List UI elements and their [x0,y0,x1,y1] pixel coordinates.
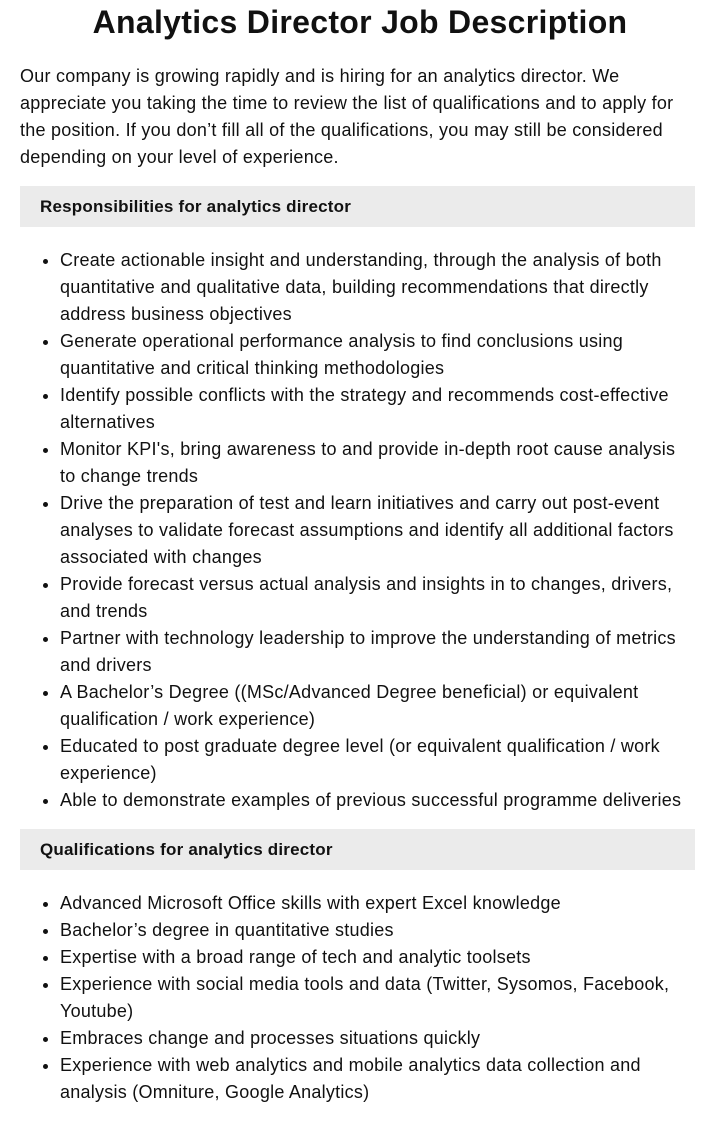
list-item: • Partner with technology leadership to improve the understanding of metrics and drivers [60,625,695,679]
list-item: • Provide forecast versus actual analysis and insights in to changes, drivers, and trends [60,571,695,625]
list-item: • Identify possible conflicts with the strategy and recommends cost-effective alternatives [60,382,695,436]
list-item: • Advanced Microsoft Office skills with expert Excel knowledge [60,890,695,917]
list-item: • Expertise with a broad range of tech and analytic toolsets [60,944,695,971]
page-title: Analytics Director Job Description [92,4,628,40]
list-item: • Experience with web analytics and mobile analytics data collection and analysis (Omniture, Google Analytics) [60,1052,695,1106]
list-item: • Able to demonstrate examples of previous successful programme deliveries [60,787,695,814]
list-item: • Create actionable insight and understanding, through the analysis of both quantitative and qualitative data, building recommendations that directly address business objectives [60,247,695,328]
qualifications-heading: Qualifications for analytics director [20,829,695,870]
intro-paragraph: Our company is growing rapidly and is hiring for an analytics director. We appreciate you taking the time to review the list of qualifications and to apply for the position. If you don’t fill all of the qualifications, you may still be considered depending on your level of experience. [20,66,674,167]
list-item: • Embraces change and processes situations quickly [60,1025,695,1052]
list-item: • Drive the preparation of test and learn initiatives and carry out post-event analyses to validate forecast assumptions and identify all additional factors associated with changes [60,490,695,571]
list-item: • Monitor KPI's, bring awareness to and provide in-depth root cause analysis to change trends [60,436,695,490]
responsibilities-heading: Responsibilities for analytics director [20,186,695,227]
list-item: • Bachelor’s degree in quantitative studies [60,917,695,944]
list-item: • Educated to post graduate degree level (or equivalent qualification / work experience) [60,733,695,787]
list-item: • A Bachelor’s Degree ((MSc/Advanced Degree beneficial) or equivalent qualification / work experience) [60,679,695,733]
responsibilities-list [20,247,695,814]
list-item: • Experience with social media tools and data (Twitter, Sysomos, Facebook, Youtube) [60,971,695,1025]
qualifications-list [20,890,695,1106]
list-item: • Generate operational performance analysis to find conclusions using quantitative and critical thinking methodologies [60,328,695,382]
